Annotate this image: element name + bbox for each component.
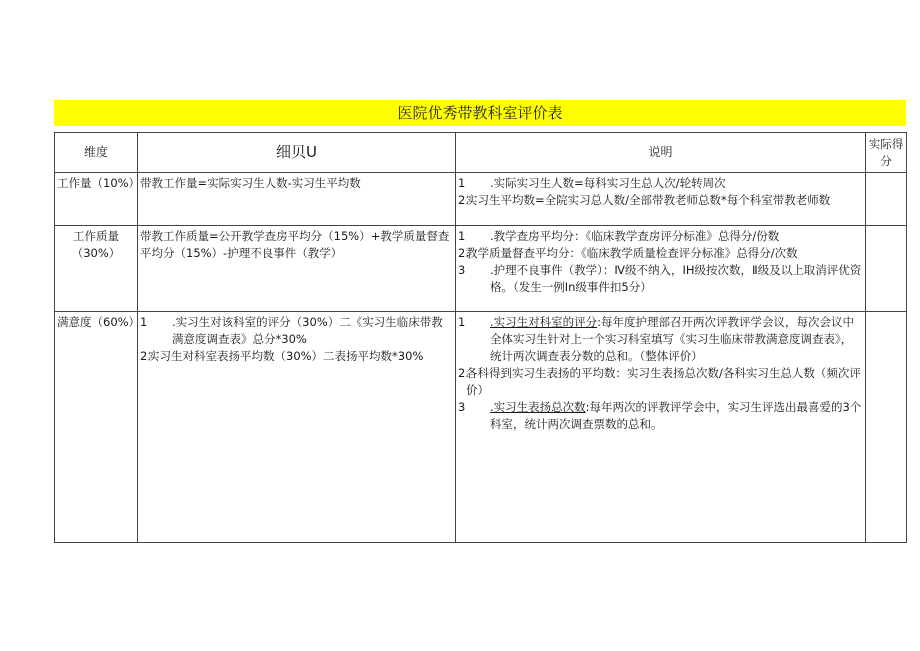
row-description <box>456 173 866 226</box>
row-score-cell[interactable] <box>866 226 907 312</box>
desc-item <box>458 262 863 296</box>
header-score: 实际得分 <box>866 133 907 173</box>
desc-item <box>458 192 863 209</box>
desc-item-text <box>490 399 863 433</box>
desc-item <box>458 399 863 433</box>
row-dimension: 满意度（60%） <box>55 312 138 543</box>
evaluation-table <box>54 132 907 543</box>
page-title: 医院优秀带教科室评价表 <box>54 100 906 126</box>
header-detail: 细贝U <box>138 133 456 173</box>
detail-item <box>140 348 453 365</box>
desc-item-text: 各科得到实习生表扬的平均数：实习生表扬总次数/各科实习生总人数（频次评价） <box>466 366 861 397</box>
row-score-cell[interactable] <box>866 312 907 543</box>
header-dimension: 维度 <box>55 133 138 173</box>
table-header-row <box>55 133 907 173</box>
detail-item-number: 2. <box>140 349 151 363</box>
desc-item-body: :每年两次的评教评学会中，实习生评选出最喜爱的3个科室，统计两次调查票数的总和。 <box>490 400 862 431</box>
desc-item <box>458 175 863 192</box>
desc-item-number: 2. <box>458 193 469 207</box>
row-detail <box>138 312 456 543</box>
desc-item-text <box>490 314 863 365</box>
desc-item-number: 2. <box>458 246 469 260</box>
header-description: 说明 <box>456 133 866 173</box>
desc-item-text: .教学查房平均分：《临床教学查房评分标准》总得分/份数 <box>490 229 780 243</box>
table-row <box>55 312 907 543</box>
row-description <box>456 226 866 312</box>
desc-item-number: 1 <box>458 176 466 190</box>
desc-item <box>458 314 863 365</box>
desc-item-number: 2. <box>458 366 469 380</box>
desc-item-number: 3 <box>458 400 466 414</box>
row-detail: 带教工作质量=公开教学查房平均分（15%）+教学质量督查平均分（15%）-护理不良事件（教学） <box>138 226 456 312</box>
table-row <box>55 173 907 226</box>
row-description <box>456 312 866 543</box>
table-row <box>55 226 907 312</box>
row-score-cell[interactable] <box>866 173 907 226</box>
desc-item-label: .实习生对科室的评分 <box>490 315 598 329</box>
desc-item-number: 1 <box>458 229 466 243</box>
detail-item-number: 1 <box>140 315 148 329</box>
row-dimension: 工作质量（30%） <box>55 226 138 312</box>
desc-item-number: 1 <box>458 315 466 329</box>
desc-item <box>458 245 863 262</box>
desc-item <box>458 365 863 399</box>
desc-item-text: .护理不良事件（教学）：Ⅳ级不纳入，IH级按次数，Ⅱ级及以上取消评优资格。（发生一例In级事件扣5分） <box>490 263 862 294</box>
detail-item <box>140 314 453 348</box>
desc-item-text: .实际实习生人数=每科实习生总人次/轮转周次 <box>490 176 726 190</box>
desc-item-number: 3 <box>458 263 466 277</box>
desc-item-label: .实习生表扬总次数 <box>490 400 586 414</box>
desc-item-text: 实习生平均数=全院实习总人数/全部带教老师总数*每个科室带教老师数 <box>466 193 831 207</box>
desc-item-body: :每年度护理部召开两次评教评学会议，每次会议中全体实习生针对上一个实习科室填写《实习生临床带教满意度调查表》，统计两次调查表分数的总和。（整体评价） <box>490 315 855 363</box>
row-dimension: 工作量（10%） <box>55 173 138 226</box>
row-detail: 带教工作量=实际实习生人数-实习生平均数 <box>138 173 456 226</box>
desc-item-text: 教学质量督查平均分：《临床教学质量检查评分标准》总得分/次数 <box>466 246 798 260</box>
detail-item-text: .实习生对该科室的评分（30%）二《实习生临床带教满意度调查表》总分*30% <box>172 315 443 346</box>
desc-item <box>458 228 863 245</box>
detail-item-text: 实习生对科室表扬平均数（30%）二表扬平均数*30% <box>148 349 424 363</box>
